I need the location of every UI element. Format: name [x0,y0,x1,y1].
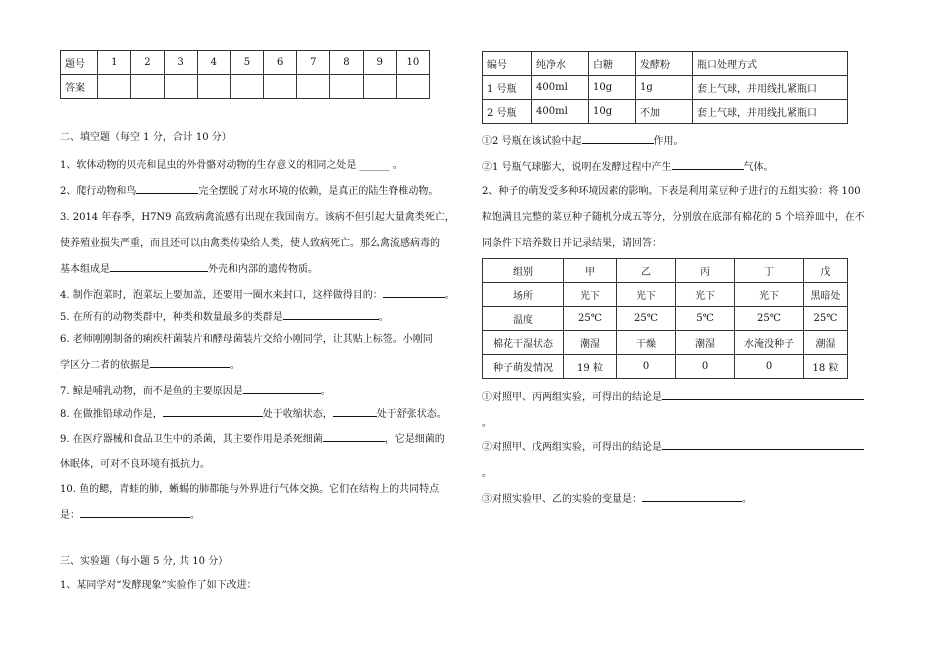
answer-blank[interactable] [333,407,377,417]
bottle-cell: 套上气球，并用线扎紧瓶口 [693,76,848,100]
experiment-section-title: 三、实验题（每小题 5 分, 共 10 分） [60,556,229,567]
question-number: 4 [197,51,230,75]
answer-table-answer-row [61,75,430,99]
fill-section-title: 二、填空题（每空 1 分，合计 10 分） [60,132,232,143]
fill-question-3-line3: 基本组成是 外壳和内部的遗传物质。 [60,264,318,275]
seed-header-cell: 戊 [804,259,848,283]
seed-cell: 棉花干湿状态 [483,331,564,355]
question-number: 9 [363,51,396,75]
bottle-header-cell: 纯净水 [532,52,589,76]
question-number: 2 [131,51,164,75]
seed-cell: 25℃ [564,307,617,331]
answer-blank[interactable] [163,407,263,417]
fill-question-3-line2: 使养殖业损失严重，而且还可以由禽类传染给人类，使人致病死亡。那么禽流感病毒的 [60,238,440,249]
answer-blank[interactable] [243,384,321,394]
seed-cell: 0 [617,355,676,379]
bottle-cell: 1g [636,76,693,100]
answer-cell[interactable] [330,75,363,99]
seed-cell: 光下 [617,283,676,307]
seed-cell: 25℃ [617,307,676,331]
bottle-header-cell: 发酵粉 [636,52,693,76]
answer-cell[interactable] [264,75,297,99]
seed-cell: 潮湿 [676,331,735,355]
seed-cell: 光下 [676,283,735,307]
question-number: 8 [330,51,363,75]
fill-question-1: 1、软体动物的贝壳和昆虫的外骨骼对动物的生存意义的相同之处是 ______ 。 [60,160,403,171]
answer-cell[interactable] [363,75,396,99]
conclusion-2: ②对照甲、戊两组实验，可得出的结论是 [482,438,864,453]
answer-blank[interactable] [662,390,864,400]
conclusion-2-end: 。 [482,468,492,479]
fill-question-9-line2: 休眠体，可对不良环境有抵抗力。 [60,459,210,470]
seed-table-header-row [483,259,848,283]
fill-question-10-line1: 10. 鱼的鳃，青蛙的肺，蜥蜴的肺都能与外界进行气体交换。它们在结构上的共同特点 [60,484,440,495]
bottle-cell: 1 号瓶 [483,76,532,100]
conclusion-1: ①对照甲、丙两组实验，可得出的结论是 [482,388,864,403]
seed-table-row [483,307,848,331]
seed-cell: 5℃ [676,307,735,331]
bottle-header-cell: 编号 [483,52,532,76]
bottle-cell: 套上气球，并用线扎紧瓶口 [693,100,848,124]
seed-experiment-table [482,258,848,379]
seed-cell: 温度 [483,307,564,331]
question-number: 3 [164,51,197,75]
answer-cell[interactable] [98,75,131,99]
answer-blank[interactable] [662,440,864,450]
bottle-header-cell: 白糖 [589,52,636,76]
seed-cell: 25℃ [735,307,804,331]
question-number: 1 [98,51,131,75]
right-question-2-line1: 2、种子的萌发受多种环境因素的影响。下表是利用菜豆种子进行的五组实验：将 100 [482,186,861,197]
question-number: 10 [396,51,429,75]
seed-table-row [483,355,848,379]
seed-table-row [483,283,848,307]
answer-table-header-row [61,51,430,75]
right-question-2-line2: 粒饱满且完整的菜豆种子随机分成五等分，分别放在底部有棉花的 5 个培养皿中，在不 [482,212,865,223]
answer-cell[interactable] [297,75,330,99]
answer-blank[interactable] [642,492,742,502]
conclusion-1-end: 。 [482,418,492,429]
fill-question-7: 7. 鲸是哺乳动物，而不是鱼的主要原因是 。 [60,386,331,397]
right-question-1-1: ①2 号瓶在该试验中起 作用。 [482,136,684,147]
seed-cell: 干燥 [617,331,676,355]
answer-blank[interactable] [136,184,198,194]
seed-header-cell: 乙 [617,259,676,283]
seed-cell: 0 [735,355,804,379]
fill-question-6-line1: 6. 老师刚刚制备的痢疾杆菌装片和酵母菌装片交给小刚同学，让其贴上标签。小刚同 [60,334,433,345]
fill-question-3-line1: 3. 2014 年春季，H7N9 高致病禽流感有出现在我国南方。该病不但引起大量禽类死亡， [60,212,455,223]
seed-table-row [483,331,848,355]
answer-label: 答案 [61,75,98,99]
fill-question-9-line1: 9. 在医疗器械和食品卫生中的杀菌，其主要作用是杀死细菌 ，它是细菌的 [60,434,445,445]
question-number: 6 [264,51,297,75]
bottle-table-row [483,76,848,100]
bottle-header-cell: 瓶口处理方式 [693,52,848,76]
answer-blank[interactable] [383,288,445,298]
bottle-cell: 400ml [532,100,589,124]
bottle-cell: 400ml [532,76,589,100]
right-question-1-2: ②1 号瓶气球膨大，说明在发酵过程中产生 气体。 [482,162,774,173]
answer-blank[interactable] [283,310,379,320]
answer-cell[interactable] [396,75,429,99]
fill-question-6-line2: 学区分二者的依据是 。 [60,360,240,371]
answer-blank[interactable] [323,432,385,442]
seed-cell: 光下 [735,283,804,307]
fill-question-2: 2、爬行动物和鸟 完全摆脱了对水环境的依赖，是真正的陆生脊椎动物。 [60,186,439,197]
seed-header-cell: 丁 [735,259,804,283]
seed-cell: 25℃ [804,307,848,331]
bottle-cell: 10g [589,76,636,100]
seed-header-cell: 丙 [676,259,735,283]
bottle-table [482,51,848,124]
seed-header-cell: 甲 [564,259,617,283]
fill-question-5: 5. 在所有的动物类群中，种类和数量最多的类群是 。 [60,312,389,323]
answer-cell[interactable] [164,75,197,99]
answer-table [60,50,430,99]
answer-blank[interactable] [582,134,654,144]
fill-question-10-line2: 是： 。 [60,510,200,521]
bottle-table-header-row [483,52,848,76]
experiment-question-1: 1、某同学对“发酵现象”实验作了如下改进： [60,580,257,591]
seed-cell: 潮湿 [564,331,617,355]
right-question-2-line3: 同条件下培养数日并记录结果，请回答： [482,238,662,249]
answer-blank[interactable] [672,160,744,170]
conclusion-3: ③对照实验甲、乙的实验的变量是： 。 [482,494,752,505]
seed-cell: 光下 [564,283,617,307]
bottle-table-row [483,100,848,124]
answer-blank[interactable] [80,508,190,518]
seed-cell: 0 [676,355,735,379]
answer-cell[interactable] [197,75,230,99]
seed-cell: 19 粒 [564,355,617,379]
seed-cell: 种子萌发情况 [483,355,564,379]
answer-cell[interactable] [230,75,263,99]
seed-cell: 水淹没种子 [735,331,804,355]
question-number: 5 [230,51,263,75]
answer-blank[interactable] [150,358,230,368]
bottle-cell: 2 号瓶 [483,100,532,124]
seed-cell: 18 粒 [804,355,848,379]
question-number-label: 题号 [61,51,98,75]
question-number: 7 [297,51,330,75]
bottle-cell: 不加 [636,100,693,124]
seed-cell: 场所 [483,283,564,307]
seed-cell: 黑暗处 [804,283,848,307]
seed-cell: 潮湿 [804,331,848,355]
fill-question-4: 4. 制作泡菜时，泡菜坛上要加盖，还要用一圈水来封口，这样做得目的： 。 [60,290,455,301]
seed-header-cell: 组别 [483,259,564,283]
answer-cell[interactable] [131,75,164,99]
answer-blank[interactable] [110,262,208,272]
bottle-cell: 10g [589,100,636,124]
fill-question-8: 8. 在做推铅球动作是， 处于收缩状态， 处于舒张状态。 [60,409,447,420]
